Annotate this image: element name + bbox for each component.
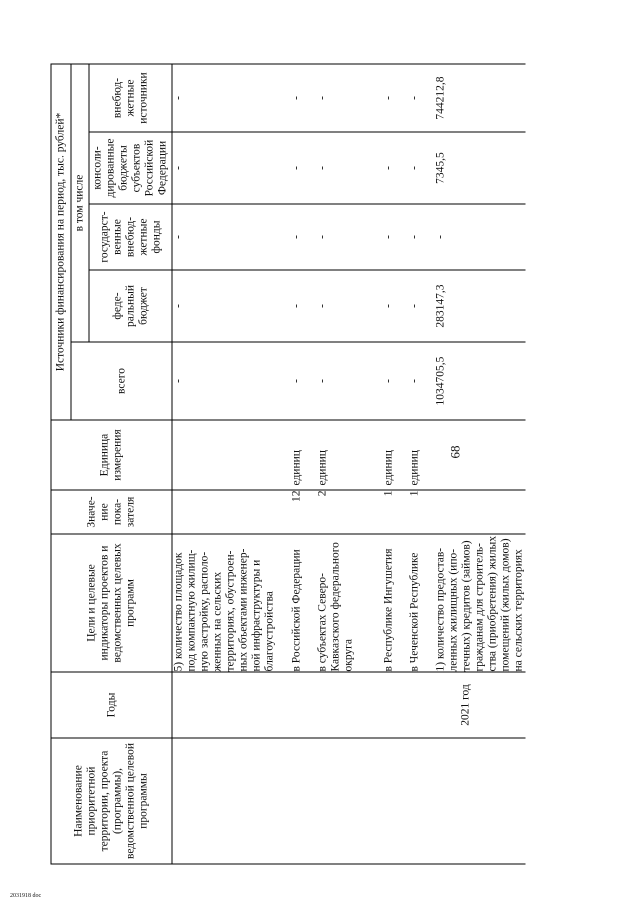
kons-text: - (316, 166, 329, 170)
total-text: 1034705,5 (434, 356, 447, 406)
page-number: 68 (447, 445, 463, 459)
unit-text: единиц (316, 450, 329, 486)
kons-text: - (382, 166, 395, 170)
kons-text: - (408, 166, 421, 170)
gos-text: - (290, 235, 303, 239)
gos-text: - (382, 235, 395, 239)
gos-text: - (316, 235, 329, 239)
header-vneb: внебюд-жетные источники (89, 64, 172, 132)
vneb-text: - (408, 96, 421, 100)
goal-text: 5) количество площадок под компактную жилищ-ную застройку, располо-женных на сельских территориях, обустроен-ных объектами инженер-ной инфраструктуры и благоустройства (172, 548, 276, 672)
fed-text: - (290, 304, 303, 308)
goal-text: в субъектах Северо-Кавказского федерального округа (316, 542, 355, 672)
total-text: - (316, 379, 329, 383)
fed-cell (172, 270, 526, 342)
header-fed: феде-ральный бюджет (89, 270, 172, 342)
fed-text: - (316, 304, 329, 308)
fed-text: - (408, 304, 421, 308)
header-sources: Источники финансирования на период, тыс. рублей* (51, 64, 71, 420)
table-body (172, 64, 526, 864)
value-cell (172, 490, 526, 534)
year-cell (172, 672, 526, 738)
fed-text: 283147,3 (434, 284, 447, 328)
goal-text: в Чеченской Республике (408, 552, 421, 672)
goal-text: в Республике Ингушетия (382, 548, 395, 672)
gos-cell (172, 204, 526, 270)
gos-text: - (172, 235, 185, 239)
kons-cell (172, 132, 526, 204)
header-years: Годы (51, 672, 172, 738)
header-kons: консоли-дированные бюджеты субъектов Российской Федерации (89, 132, 172, 204)
header-unit: Единица измерения (51, 420, 172, 490)
vneb-text: - (382, 96, 395, 100)
value-text: 2 (316, 490, 329, 497)
name-cell (172, 738, 526, 864)
header-gos: государст-венные внебюд-жетные фонды (89, 204, 172, 270)
vneb-cell (172, 64, 526, 132)
unit-cell (172, 420, 526, 490)
value-text: 12 (290, 490, 303, 502)
fed-text: - (172, 304, 185, 308)
year-label: 2021 год (459, 684, 472, 726)
goal-cell (172, 534, 526, 672)
goal-text: в Российской Федерации (290, 549, 303, 672)
unit-text: единиц (382, 450, 395, 486)
vneb-text: - (172, 96, 185, 100)
total-text: - (382, 379, 395, 383)
gos-text: - (408, 235, 421, 239)
header-goals: Цели и целевые индикаторы проектов и ведомственных целевых программ (51, 534, 172, 672)
header-value: Значе-ние пока-зателя (51, 490, 172, 534)
header-total: всего (71, 342, 172, 420)
total-text: - (172, 379, 185, 383)
vneb-text: 744212,8 (434, 76, 447, 120)
vneb-text: - (316, 96, 329, 100)
rotated-page (1, 0, 640, 905)
goal-text: 1) количество предостав-ленных жилищных (ипо-течных) кредитов (займов) гражданам для строитель-ства (приобретения) жилых помещений (жилых домов) на сельских территориях (434, 536, 525, 672)
total-cell (172, 342, 526, 420)
footer-filename: 2031918 doc (10, 893, 42, 899)
kons-text: 7345,5 (434, 152, 447, 184)
header-incl: в том числе (71, 64, 89, 342)
fed-text: - (382, 304, 395, 308)
vneb-text: - (290, 96, 303, 100)
gos-text: - (434, 235, 447, 239)
kons-text: - (172, 166, 185, 170)
total-text: - (290, 379, 303, 383)
header-name: Наименование приоритетной территории, проекта (программы), ведомственной целевой программы (51, 738, 172, 864)
kons-text: - (290, 166, 303, 170)
unit-text: единиц (290, 450, 303, 486)
unit-text: единиц (408, 450, 421, 486)
value-text: 1 (408, 490, 421, 497)
total-text: - (408, 379, 421, 383)
value-text: 1 (382, 490, 395, 497)
financing-table (51, 64, 526, 865)
